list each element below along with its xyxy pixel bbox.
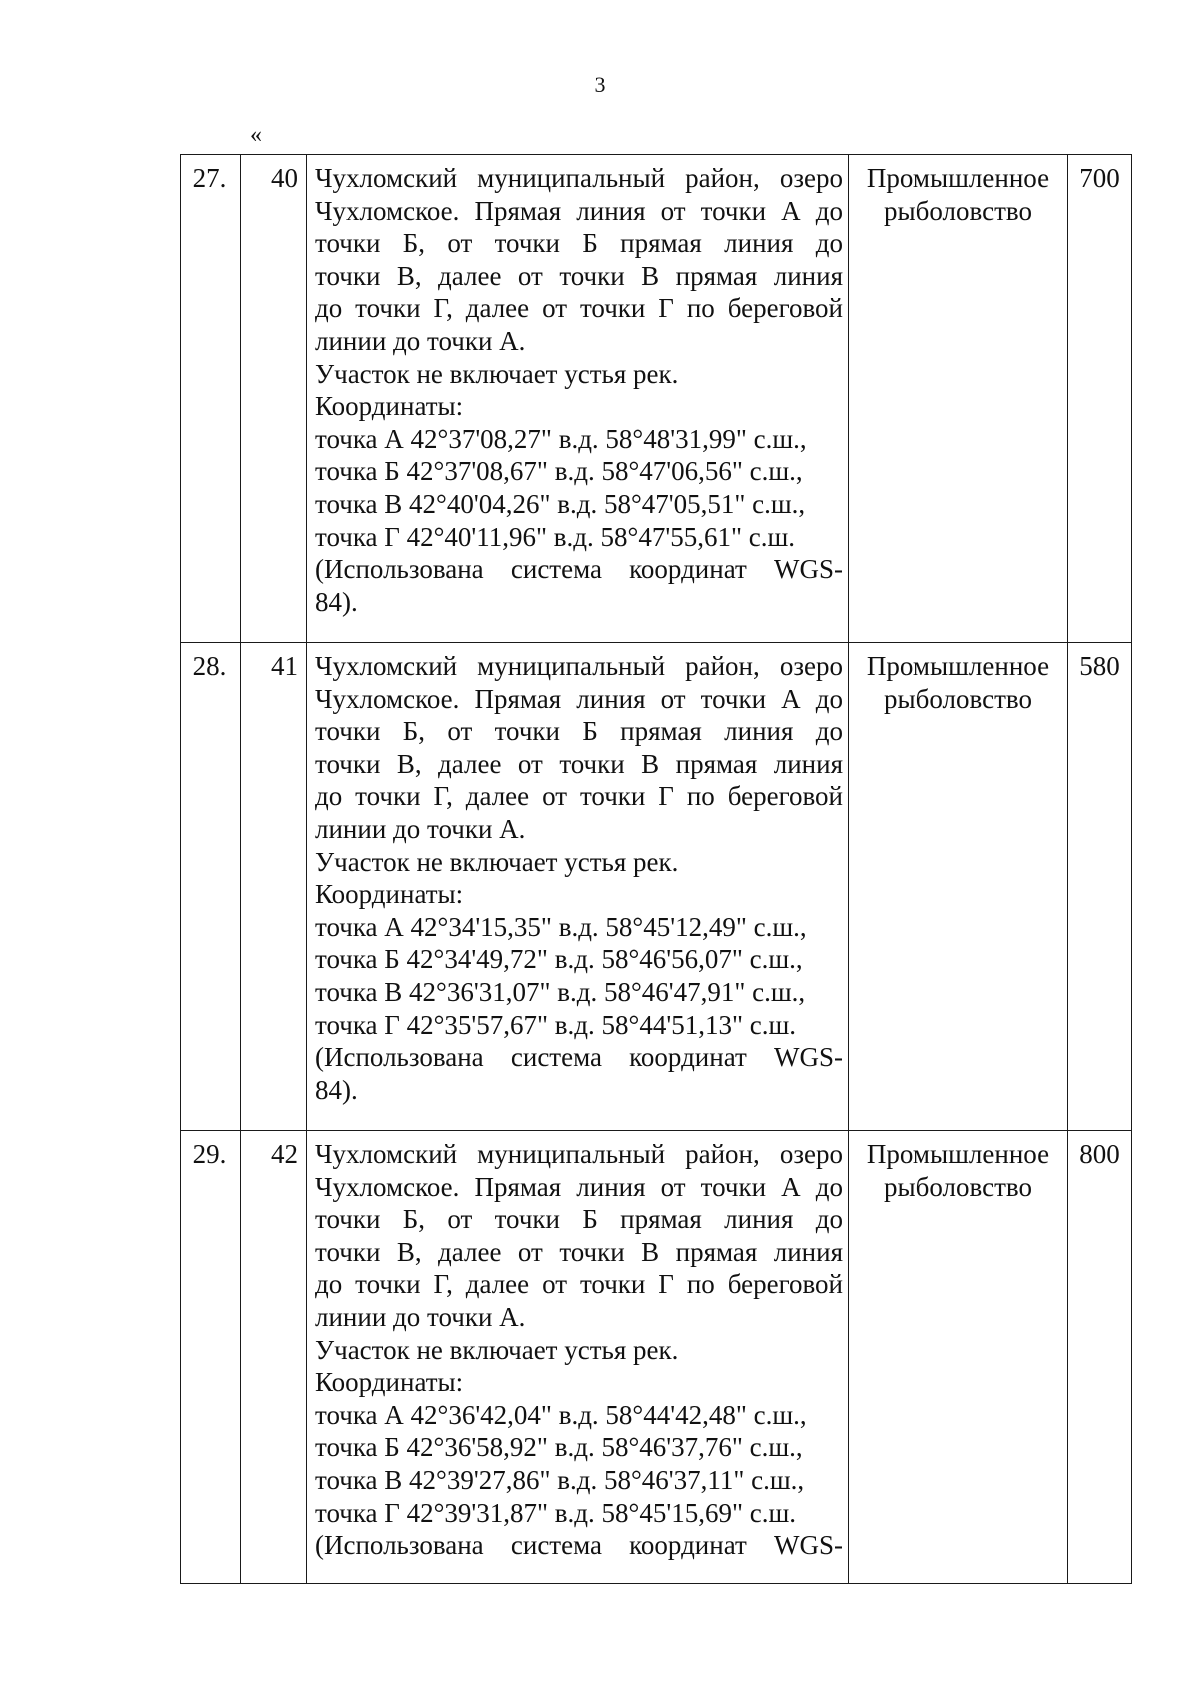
site-code-cell: 40 [241,155,307,643]
description-line: (Использована система координат WGS- [315,554,843,585]
purpose-cell: Промышленное рыболовство [849,1131,1068,1584]
description-line: точка Б 42°34'49,72" в.д. 58°46'56,07" с.ш., [315,944,803,975]
site-description-cell [307,1131,849,1584]
description-line: линии до точки А. [315,1301,526,1332]
table-row [181,1131,1132,1584]
fishing-grounds-table [180,154,1132,1584]
table-row [181,643,1132,1131]
description-line: точка В 42°36'31,07" в.д. 58°46'47,91" с.ш., [315,976,806,1007]
row-number-cell: 28. [181,643,241,1131]
description-line: Чухломский муниципальный район, озеро [315,163,843,193]
description-line: Участок не включает устья рек. [315,1334,679,1365]
description-line: Координаты: [315,879,464,910]
description-line: точка А 42°36'42,04" в.д. 58°44'42,48" с.ш., [315,1399,807,1430]
description-line: точка В 42°39'27,86" в.д. 58°46'37,11" с.ш., [315,1464,805,1495]
description-line: точка Г 42°39'31,87" в.д. 58°45'15,69" с.ш. [315,1497,797,1528]
description-line: точки В, далее от точки В прямая линия [315,748,843,779]
description-line: точки В, далее от точки В прямая линия [315,1236,843,1267]
purpose-cell: Промышленное рыболовство [849,643,1068,1131]
description-line: до точки Г, далее от точки Г по береговой [315,781,843,812]
description-line: точка А 42°37'08,27" в.д. 58°48'31,99" с.ш., [315,423,807,454]
description-line: Чухломское. Прямая линия от точки А до [315,195,843,226]
description-line: Участок не включает устья рек. [315,846,679,877]
description-line: точка А 42°34'15,35" в.д. 58°45'12,49" с.ш., [315,911,807,942]
description-line: Координаты: [315,1367,464,1398]
page-number: 3 [594,72,606,97]
description-line: точки В, далее от точки В прямая линия [315,260,843,291]
description-line: (Использована система координат WGS- [315,1530,843,1561]
continuation-mark: « [250,122,262,148]
area-cell: 800 [1068,1131,1132,1584]
description-line: точки Б, от точки Б прямая линия до [315,1204,843,1235]
description-line: (Использована система координат WGS- [315,1042,843,1073]
description-line: до точки Г, далее от точки Г по береговой [315,293,843,324]
description-line: линии до точки А. [315,813,526,844]
description-line: 84). [315,586,358,617]
site-code-cell: 41 [241,643,307,1131]
site-description-cell [307,155,849,643]
description-line: Чухломский муниципальный район, озеро [315,651,843,681]
description-line: линии до точки А. [315,325,526,356]
description-line: точки Б, от точки Б прямая линия до [315,716,843,747]
row-number-cell: 29. [181,1131,241,1584]
description-line: точка В 42°40'04,26" в.д. 58°47'05,51" с.ш., [315,488,806,519]
area-cell: 580 [1068,643,1132,1131]
description-line: Чухломское. Прямая линия от точки А до [315,683,843,714]
description-line: точка Г 42°35'57,67" в.д. 58°44'51,13" с.ш. [315,1009,797,1040]
row-number-cell: 27. [181,155,241,643]
description-line: точки Б, от точки Б прямая линия до [315,228,843,259]
site-description-cell [307,643,849,1131]
description-line: Чухломское. Прямая линия от точки А до [315,1171,843,1202]
table-row [181,155,1132,643]
area-cell: 700 [1068,155,1132,643]
site-code-cell: 42 [241,1131,307,1584]
description-line: Участок не включает устья рек. [315,358,679,389]
description-line: 84). [315,1074,358,1105]
description-line: точка Б 42°36'58,92" в.д. 58°46'37,76" с.ш., [315,1432,803,1463]
description-line: Координаты: [315,391,464,422]
description-line: до точки Г, далее от точки Г по береговой [315,1269,843,1300]
description-line: точка Б 42°37'08,67" в.д. 58°47'06,56" с.ш., [315,456,803,487]
description-line: точка Г 42°40'11,96" в.д. 58°47'55,61" с.ш. [315,521,796,552]
description-line: Чухломский муниципальный район, озеро [315,1139,843,1169]
purpose-cell: Промышленное рыболовство [849,155,1068,643]
